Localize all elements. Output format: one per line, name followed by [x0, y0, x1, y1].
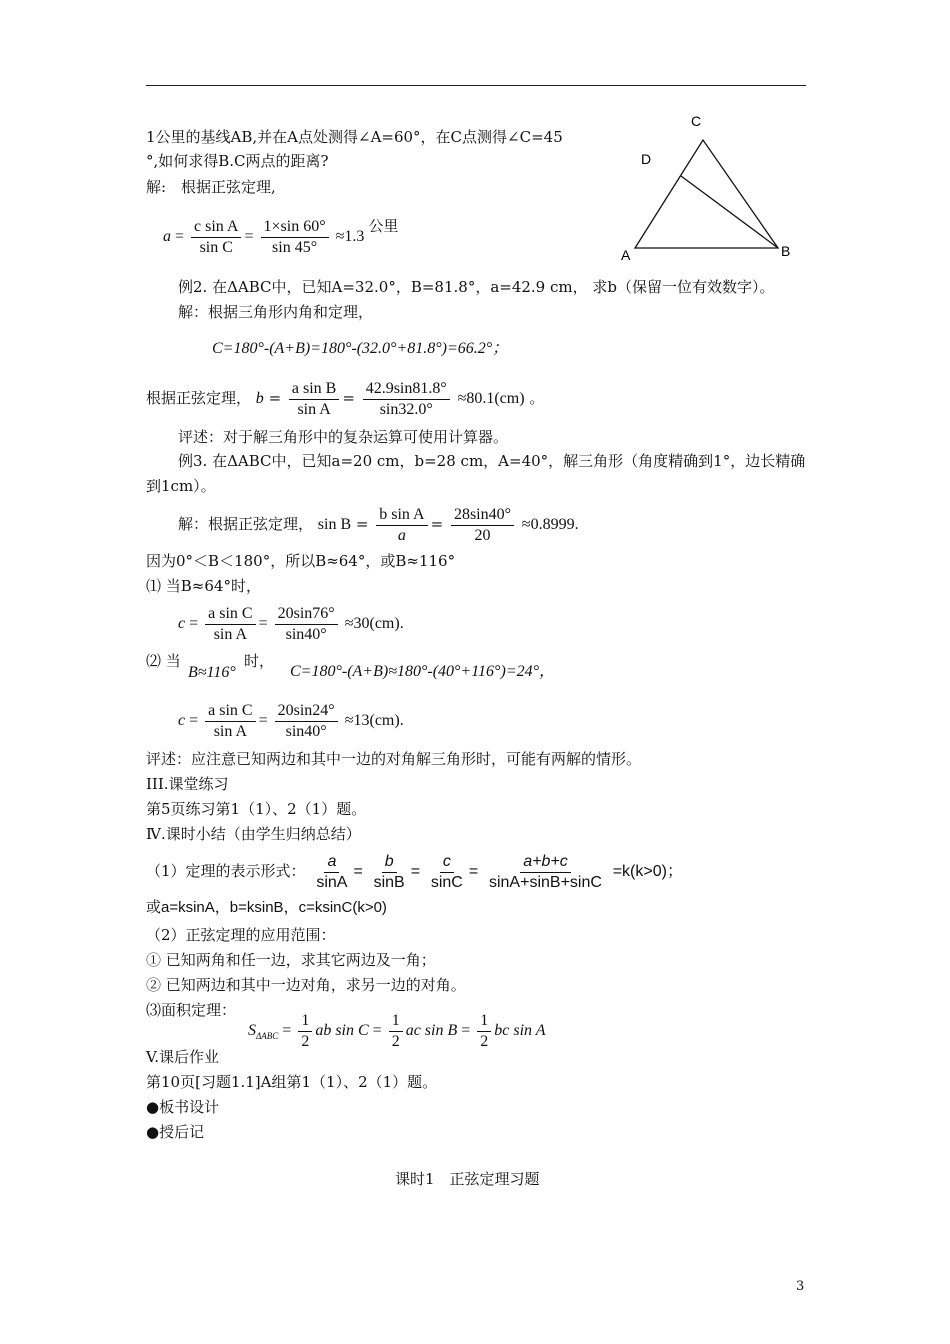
solution-1-intro: 解: 根据正弦定理,: [146, 178, 276, 196]
section-5-heading: V.课后作业: [146, 1048, 219, 1066]
example-2: 例2. 在ΔABC中，已知A=32.0°，B=81.8°，a=42.9 cm， 求b（保留一位有效数字）。: [178, 278, 775, 296]
section-3-heading: III.课堂练习: [146, 775, 229, 793]
formula-5: c = $\frac{\text{a sin C}}{\text{sin A}}$ = $\frac{20\sin 76^\circ}{\sin 40^\circ}$ ≈30(cm).: [178, 604, 404, 643]
post-lesson-notes: ●授后记: [146, 1123, 205, 1141]
problem-line-2: °,如何求得B.C两点的距离?: [146, 152, 329, 170]
summary-2: （2）正弦定理的应用范围：: [146, 926, 336, 944]
lesson-title: 课时1 正弦定理习题: [395, 1170, 540, 1188]
because-line: 因为0°＜B＜180°，所以B≈64°，或B≈116°: [146, 552, 456, 570]
header-rule: [146, 85, 806, 86]
application-1: ① 已知两角和任一边，求其它两边及一角；: [146, 951, 436, 969]
case-2-label: ⑵ 当: [146, 652, 181, 670]
label-b: B: [781, 243, 791, 259]
segment-db: [681, 176, 778, 248]
comment-2: 评述：应注意已知两边和其中一边的对角解三角形时，可能有两解的情形。: [146, 750, 642, 768]
case-1: ⑴ 当B≈64°时，: [146, 577, 261, 595]
formula-3: 根据正弦定理， b = $\frac{\text{a sin B}}{\text{sin A}}$ = $\frac{42.9\sin 81.8^\circ}{\sin 32.0^\circ}$ ≈80.1(cm) 。: [146, 379, 545, 418]
case-2-condition: B≈116°: [188, 664, 236, 681]
homework-line: 第10页[习题1.1]A组第1（1）、2（1）题。: [146, 1073, 438, 1091]
case-2-when: 时，: [244, 652, 275, 670]
area-formula: $S_{\Delta ABC}$ = $\frac{1}{2}$ ab sin C = $\frac{1}{2}$ ac sin B = $\frac{1}{2}$ bc sin A: [248, 1011, 546, 1050]
label-c: C: [691, 113, 702, 129]
triangle-figure: [615, 110, 815, 265]
summary-1: （1）定理的表示形式： $\frac{a}{\sin A}$ = $\frac{b}{\sin B}$ = $\frac{c}{\sin C}$ = $\frac{a+b+c}{\sin A+\sin B+\sin C}$ =k(k>0)；: [146, 852, 683, 891]
solution-2-intro: 解：根据三角形内角和定理，: [178, 303, 374, 321]
formula-7: c = $\frac{\text{a sin C}}{\text{sin A}}$ = $\frac{20\sin 24^\circ}{\sin 40^\circ}$ ≈13(cm).: [178, 701, 404, 740]
formula-2: C=180°-(A+B)=180°-(32.0°+81.8°)=66.2°；: [212, 340, 509, 357]
formula-1: a = $\frac{\text{c sin A}}{\text{sin C}}$ = $\frac{1\times\sin 60^\circ}{\sin 45^\circ}$ ≈1.3 公里: [163, 217, 399, 256]
practice-line: 第5页练习第1（1）、2（1）题。: [146, 800, 367, 818]
section-4-heading: Ⅳ.课时小结（由学生归纳总结）: [146, 825, 361, 843]
label-d: D: [641, 151, 652, 167]
label-a: A: [621, 247, 631, 263]
formula-4: 解：根据正弦定理， sin B = $\frac{\text{b sin A}}{a}$ = $\frac{28\sin 40^\circ}{20}$ ≈0.8999.: [178, 505, 579, 544]
summary-1-alternative: 或a=ksinA，b=ksinB，c=ksinC(k>0): [146, 899, 387, 916]
summary-3: ⑶面积定理：: [146, 1001, 237, 1019]
example-3-line-1: 例3. 在ΔABC中，已知a=20 cm，b=28 cm，A=40°，解三角形（角度精确到1°，边长精确: [178, 452, 806, 470]
page-number: 3: [796, 1279, 805, 1294]
formula-6: C=180°-(A+B)≈180°-(40°+116°)=24°，: [290, 663, 555, 680]
board-design: ●板书设计: [146, 1098, 220, 1116]
example-3-line-2: 到1cm）。: [146, 477, 216, 495]
problem-line-1: 1公里的基线AB,并在A点处测得∠A=60°，在C点测得∠C=45: [146, 128, 563, 146]
application-2: ② 已知两边和其中一边对角，求另一边的对角。: [146, 976, 466, 994]
comment-1: 评述：对于解三角形中的复杂运算可使用计算器。: [178, 428, 509, 446]
